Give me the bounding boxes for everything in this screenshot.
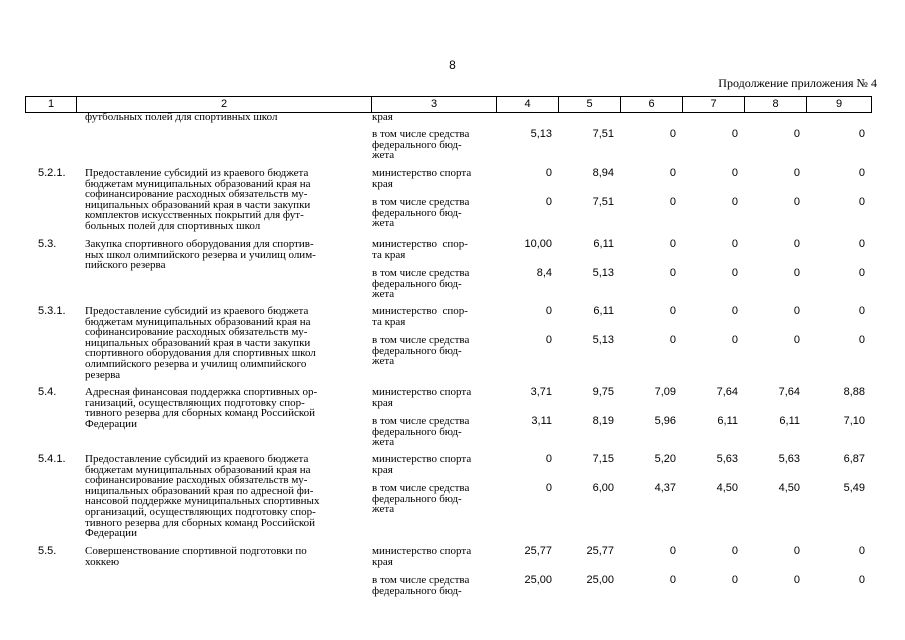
row-value: 0 (731, 196, 738, 208)
row-id: 5.4.1. (38, 453, 66, 465)
row-value: 10,00 (524, 238, 552, 250)
row-value: 0 (793, 128, 800, 140)
row-value: 0 (793, 574, 800, 586)
row-value: 6,87 (843, 453, 865, 465)
row-value: 6,11 (593, 238, 614, 250)
row-value: 5,13 (530, 128, 552, 140)
row-value: 0 (858, 196, 865, 208)
row-value: 4,50 (778, 482, 800, 494)
row-id: 5.3. (38, 238, 57, 250)
row-value: 5,13 (592, 334, 614, 346)
row-value: 0 (669, 128, 676, 140)
row-value: 3,71 (530, 386, 552, 398)
row-value: 0 (669, 305, 676, 317)
header-col-1: 1 (47, 98, 55, 110)
row-value: 7,64 (716, 386, 738, 398)
row-value: 0 (545, 482, 552, 494)
row-value: 0 (731, 167, 738, 179)
row-value: 0 (793, 167, 800, 179)
row-value: 0 (858, 545, 865, 557)
row-value: 8,4 (536, 267, 552, 279)
row-id: 5.3.1. (38, 305, 66, 317)
row-value: 6,11 (779, 415, 800, 427)
header-col-3: 3 (371, 97, 496, 112)
row-value: 0 (793, 545, 800, 557)
header-col-7: 7 (682, 97, 744, 112)
row-source: министерство спорта края (372, 386, 472, 409)
row-id: 5.4. (38, 386, 57, 398)
header-col-6: 6 (620, 97, 682, 112)
header-col-5: 5 (558, 97, 620, 112)
row-value: 5,49 (843, 482, 865, 494)
row-value: 0 (858, 167, 865, 179)
header-col-4: 4 (496, 97, 558, 112)
row-value: 0 (858, 238, 865, 250)
row-value: 6,00 (592, 482, 614, 494)
row-value: 7,51 (592, 196, 614, 208)
row-value: 25,00 (524, 574, 552, 586)
row-value: 5,63 (716, 453, 738, 465)
row-value: 5,20 (654, 453, 676, 465)
row-description: Адресная финансовая поддержка спортивных ор- ганизаций, осуществляющих подготовку спор- тивного резерва для сборных команд Российской Федерации (85, 386, 318, 430)
row-value: 4,37 (654, 482, 676, 494)
row-value: 0 (858, 305, 865, 317)
row-value: 0 (731, 238, 738, 250)
row-value: 7,51 (592, 128, 614, 140)
row-value: 6,11 (593, 305, 614, 317)
row-value: 25,77 (524, 545, 552, 557)
row-value: 5,13 (592, 267, 614, 279)
row-value: 0 (731, 574, 738, 586)
row-value: 0 (858, 334, 865, 346)
row-description: Совершенствование спортивной подготовки по хоккею (85, 545, 307, 568)
row-value: 4,50 (716, 482, 738, 494)
row-source: министерство спор- та края (372, 305, 468, 328)
row-value: 3,11 (531, 415, 552, 427)
row-value: 0 (731, 334, 738, 346)
row-value: 9,75 (592, 386, 614, 398)
row-value: 6,11 (717, 415, 738, 427)
row-id: 5.5. (38, 545, 57, 557)
row-source: в том числе средства федерального бюд- жета (372, 128, 470, 162)
row-description: Предоставление субсидий из краевого бюджета бюджетам муниципальных образований края на софинансирование расходных обязательств му- ниципальных образований края в части закупки спортивного оборудования для спортивных школ олимпийского резерва и училищ олимпийского резерва (85, 305, 316, 381)
row-source: в том числе средства федерального бюд- жета (372, 482, 470, 516)
row-value: 0 (669, 196, 676, 208)
header-col-8: 8 (744, 97, 806, 112)
header-col-9: 9 (806, 97, 871, 112)
row-id: 5.2.1. (38, 167, 66, 179)
row-value: 0 (731, 305, 738, 317)
page-number: 8 (449, 58, 456, 72)
row-value: 7,64 (778, 386, 800, 398)
row-value: 7,10 (843, 415, 865, 427)
row-description: Закупка спортивного оборудования для спортив- ных школ олимпийского резерва и училищ олим- пийского резерва (85, 238, 316, 272)
row-source: министерство спор- та края (372, 238, 468, 261)
row-value: 8,88 (843, 386, 865, 398)
row-value: 0 (731, 128, 738, 140)
top-fragment-desc: футбольных полей для спортивных школ (85, 111, 278, 123)
row-source: министерство спорта края (372, 545, 472, 568)
row-value: 0 (858, 128, 865, 140)
row-value: 25,00 (586, 574, 614, 586)
row-value: 0 (793, 334, 800, 346)
row-source: в том числе средства федерального бюд- жета (372, 415, 470, 449)
row-value: 0 (669, 545, 676, 557)
row-value: 5,96 (654, 415, 676, 427)
continuation-label: Продолжение приложения № 4 (718, 76, 877, 90)
header-col-2: 2 (76, 97, 371, 112)
row-description: Предоставление субсидий из краевого бюджета бюджетам муниципальных образований края на софинансирование расходных обязательств му- ниципальных образований края в части закупки комплектов искусственных покрытий для фут- больных полей для спортивных школ (85, 167, 311, 232)
row-value: 25,77 (586, 545, 614, 557)
row-value: 0 (731, 267, 738, 279)
row-value: 0 (793, 305, 800, 317)
row-value: 0 (545, 334, 552, 346)
row-value: 0 (669, 238, 676, 250)
row-value: 0 (545, 167, 552, 179)
row-source: министерство спорта края (372, 453, 472, 476)
row-value: 0 (858, 574, 865, 586)
row-value: 0 (669, 334, 676, 346)
row-source: в том числе средства федерального бюд- жета (372, 334, 470, 368)
row-source: в том числе средства федерального бюд- (372, 574, 470, 597)
top-fragment-src: края (372, 111, 393, 123)
row-source: в том числе средства федерального бюд- жета (372, 196, 470, 230)
row-value: 8,94 (592, 167, 614, 179)
row-value: 0 (858, 267, 865, 279)
row-value: 0 (793, 267, 800, 279)
row-value: 0 (731, 545, 738, 557)
row-value: 0 (545, 196, 552, 208)
row-value: 5,63 (778, 453, 800, 465)
row-source: в том числе средства федерального бюд- жета (372, 267, 470, 301)
row-value: 0 (669, 167, 676, 179)
row-value: 7,09 (654, 386, 676, 398)
row-description: Предоставление субсидий из краевого бюджета бюджетам муниципальных образований края на софинансирование расходных обязательств му- ниципальных образований края по адресной фи- нансовой поддержке муниципальных спортивных организаций, осуществляющих подготовку спор- тивного резерва для сборных команд Российской Федерации (85, 453, 320, 540)
row-value: 0 (669, 574, 676, 586)
row-value: 0 (793, 196, 800, 208)
row-value: 8,19 (592, 415, 614, 427)
row-source: министерство спорта края (372, 167, 472, 190)
row-value: 7,15 (592, 453, 614, 465)
row-value: 0 (545, 305, 552, 317)
row-value: 0 (793, 238, 800, 250)
row-value: 0 (545, 453, 552, 465)
row-value: 0 (669, 267, 676, 279)
